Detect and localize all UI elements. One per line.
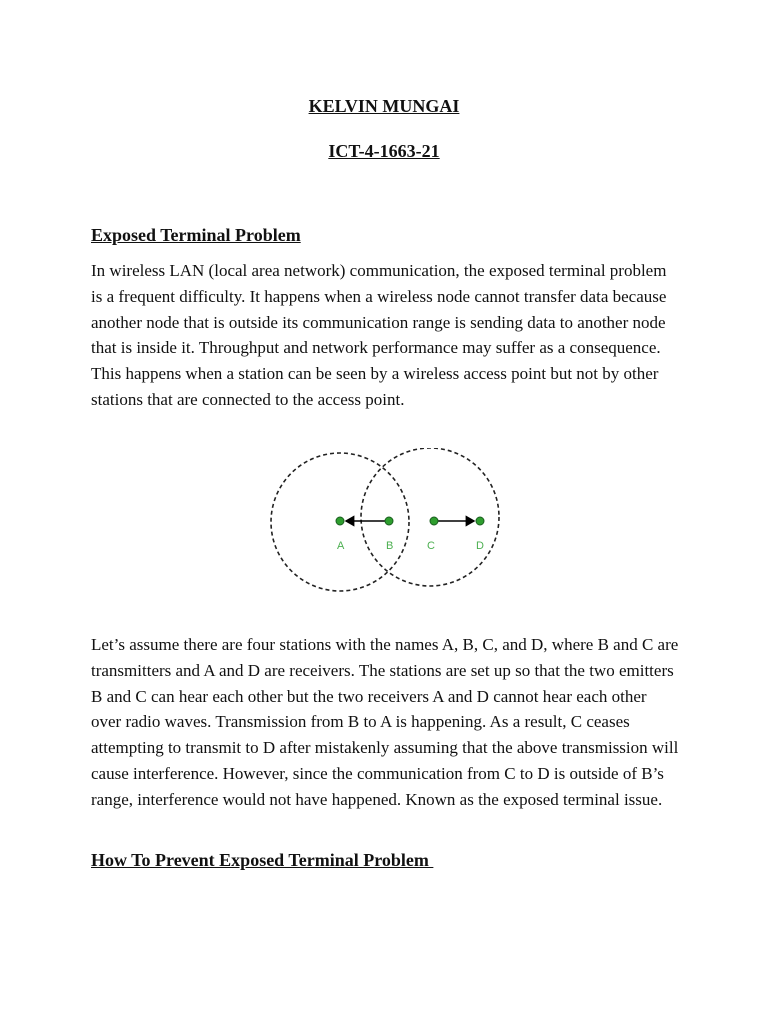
node-c	[430, 517, 438, 525]
label-d: D	[476, 540, 484, 552]
exposed-terminal-diagram	[260, 448, 510, 598]
author-name: KELVIN MUNGAI	[308, 96, 460, 116]
diagram-svg	[260, 448, 510, 598]
intro-paragraph: In wireless LAN (local area network) communication, the exposed terminal problem is a frequent difficulty. It happens when a wireless node cannot transfer data because another node that is outside its communication range is sending data to another node that is inside it. Throughput and network performance may suffer as a consequence. This happens when a station can be seen by a wireless access point but not by other stations that are connected to the access point.	[91, 261, 667, 409]
label-b: B	[386, 540, 394, 552]
explanation-paragraph: Let’s assume there are four stations with the names A, B, C, and D, where B and C are transmitters and A and D are receivers. The stations are set up so that the two emitters B and C can hear each other but the two receivers A and D cannot hear each other over radio waves. Transmission from B to A is happening. As a result, C ceases attempting to transmit to D after mistakenly assuming that the above transmission will cause interference. However, since the communication from C to D is outside of B’s range, interference would not have happened. Known as the exposed terminal issue.	[91, 635, 679, 809]
node-b	[385, 517, 393, 525]
node-d	[476, 517, 484, 525]
label-c: C	[427, 540, 435, 552]
section-heading-exposed-terminal: Exposed Terminal Problem	[91, 225, 301, 245]
node-a	[336, 517, 344, 525]
section-heading-prevention: How To Prevent Exposed Terminal Problem	[91, 850, 434, 870]
label-a: A	[337, 540, 345, 552]
registration-number: ICT-4-1663-21	[328, 141, 440, 161]
